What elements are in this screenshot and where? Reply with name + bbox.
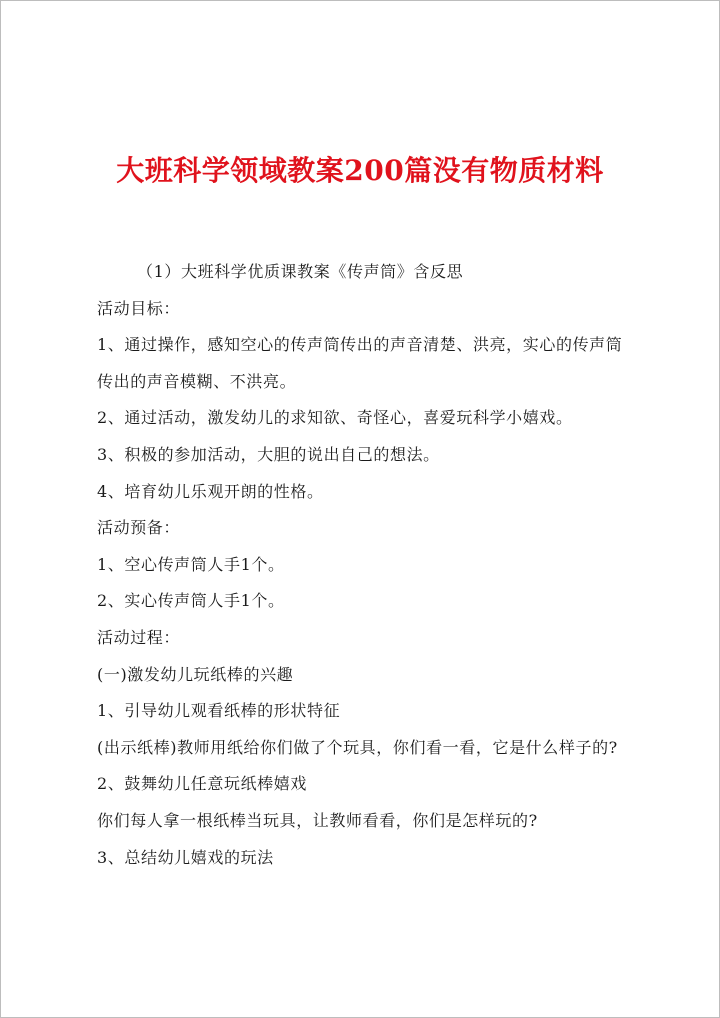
paragraph-line: 1、通过操作，感知空心的传声筒传出的声音清楚、洪亮，实心的传声筒: [97, 335, 623, 355]
paragraph-line: 传出的声音模糊、不洪亮。: [97, 371, 297, 391]
paragraph-line: 活动过程：: [97, 627, 181, 647]
paragraph-line: 3、总结幼儿嬉戏的玩法: [97, 847, 274, 867]
paragraph-line: (出示纸棒)教师用纸给你们做了个玩具，你们看一看，它是什么样子的?: [97, 737, 618, 757]
paragraph-line: 1、空心传声筒人手1个。: [97, 554, 285, 574]
paragraph-line: 3、积极的参加活动，大胆的说出自己的想法。: [97, 444, 440, 464]
section-heading: （1）大班科学优质课教案《传声筒》含反思: [137, 262, 464, 281]
document-title: 大班科学领域教案200篇没有物质材料: [116, 154, 604, 187]
paragraph-line: 你们每人拿一根纸棒当玩具，让教师看看，你们是怎样玩的?: [97, 810, 538, 830]
paragraph-line: 2、实心传声筒人手1个。: [97, 591, 285, 611]
paragraph-line: 4、培育幼儿乐观开朗的性格。: [97, 481, 324, 501]
paragraph-line: (一)激发幼儿玩纸棒的兴趣: [97, 664, 294, 684]
paragraph-line: 2、通过活动，激发幼儿的求知欲、奇怪心，喜爱玩科学小嬉戏。: [97, 408, 573, 428]
paragraph-line: 2、鼓舞幼儿任意玩纸棒嬉戏: [97, 774, 307, 794]
document-body: [97, 254, 637, 876]
paragraph-line: 1、引导幼儿观看纸棒的形状特征: [97, 701, 341, 721]
paragraph-line: 活动预备：: [97, 518, 181, 538]
paragraph-line: 活动目标：: [97, 298, 181, 318]
